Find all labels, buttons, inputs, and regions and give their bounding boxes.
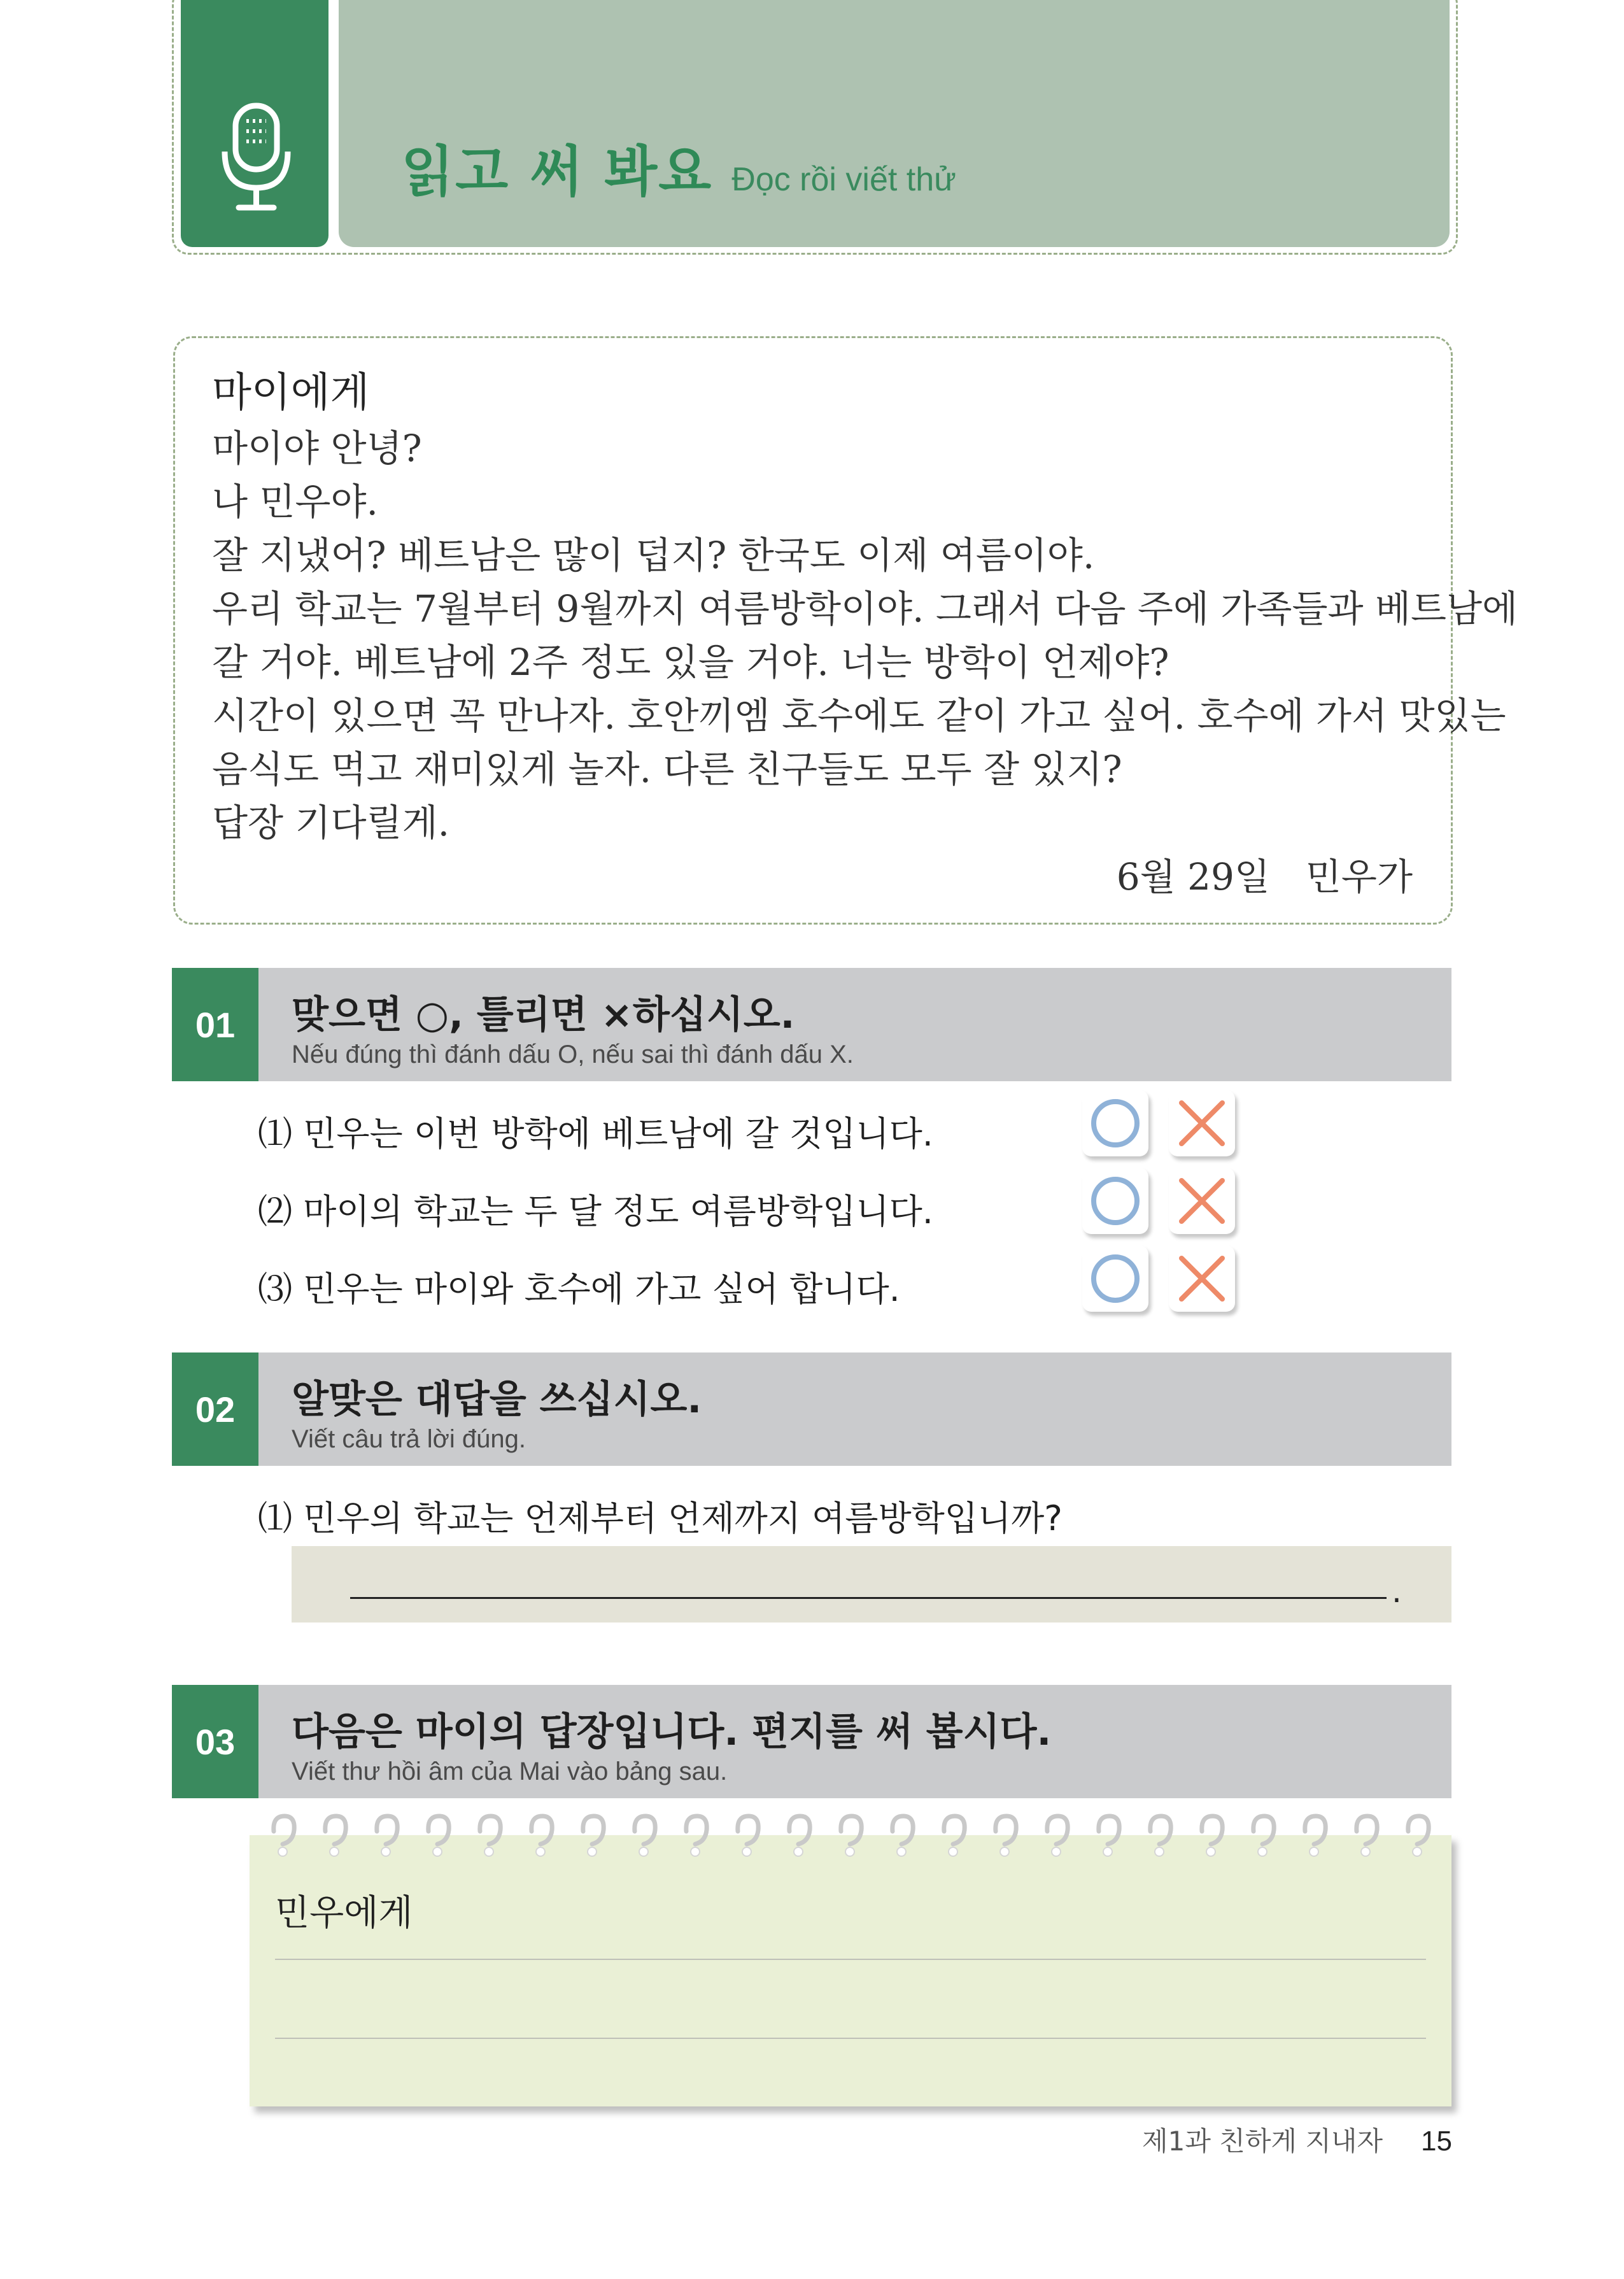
answer-period: . bbox=[1392, 1573, 1402, 1610]
ring-icon bbox=[1402, 1812, 1434, 1863]
q1-item-2-x-button[interactable] bbox=[1169, 1168, 1235, 1234]
cross-x-icon bbox=[1175, 1174, 1229, 1228]
q1-item-3-o-button[interactable] bbox=[1082, 1246, 1148, 1312]
title-korean: 읽고 써 봐요 bbox=[401, 140, 713, 204]
q1-item-1-x-button[interactable] bbox=[1169, 1090, 1235, 1156]
page-number: 15 bbox=[1421, 2126, 1452, 2157]
reply-write-line[interactable] bbox=[275, 2038, 1426, 2039]
letter-body bbox=[212, 422, 1518, 849]
circle-o-icon bbox=[1089, 1097, 1142, 1150]
reply-salutation: 민우에게 bbox=[275, 1892, 413, 1934]
ring-icon bbox=[1144, 1812, 1176, 1863]
question-title-korean: 다음은 마이의 답장입니다. 편지를 써 봅시다. bbox=[292, 1710, 1052, 1754]
ring-icon bbox=[938, 1812, 970, 1863]
letter-line: 시간이 있으면 꼭 만나자. 호안끼엠 호수에도 같이 가고 싶어. 호수에 가서 맛있는 bbox=[212, 694, 1506, 737]
answer-field[interactable] bbox=[292, 1546, 1451, 1622]
ring-icon bbox=[989, 1812, 1021, 1863]
letter-signature bbox=[1117, 847, 1413, 900]
ring-icon bbox=[1247, 1812, 1279, 1863]
ring-icon bbox=[319, 1812, 351, 1863]
page-title bbox=[401, 127, 956, 204]
ring-icon bbox=[1196, 1812, 1227, 1863]
ring-icon bbox=[1092, 1812, 1124, 1863]
microphone-icon bbox=[220, 102, 293, 213]
ring-icon bbox=[525, 1812, 557, 1863]
reply-write-line[interactable] bbox=[275, 1959, 1426, 1960]
ring-icon bbox=[1299, 1812, 1331, 1863]
question-03-header bbox=[172, 1685, 1451, 1798]
ring-icon bbox=[1041, 1812, 1073, 1863]
circle-o-icon bbox=[1089, 1252, 1142, 1305]
question-title-vietnamese: Viết thư hồi âm của Mai vào bảng sau. bbox=[292, 1757, 728, 1786]
ring-icon bbox=[680, 1812, 712, 1863]
letter-line: 나 민우야. bbox=[212, 480, 378, 523]
ring-icon bbox=[731, 1812, 763, 1863]
ring-icon bbox=[371, 1812, 402, 1863]
letter-line: 갈 거야. 베트남에 2주 정도 있을 거야. 너는 방학이 언제야? bbox=[212, 641, 1169, 684]
letter-line: 우리 학교는 7월부터 9월까지 여름방학이야. 그래서 다음 주에 가족들과 베트남에 bbox=[212, 587, 1518, 630]
question-title-korean: 알맞은 대답을 쓰십시오. bbox=[292, 1377, 702, 1422]
q2-item-1: ⑴ 민우의 학교는 언제부터 언제까지 여름방학입니까? bbox=[258, 1498, 1063, 1538]
letter-sender: 민우가 bbox=[1305, 855, 1413, 898]
page-footer bbox=[1142, 2120, 1452, 2159]
ring-icon bbox=[1350, 1812, 1382, 1863]
ring-icon bbox=[422, 1812, 454, 1863]
letter-line: 답장 기다릴게. bbox=[212, 801, 450, 844]
question-number: 01 bbox=[172, 968, 258, 1081]
ring-icon bbox=[474, 1812, 505, 1863]
notepad-rings bbox=[267, 1812, 1434, 1863]
question-01-header bbox=[172, 968, 1451, 1081]
letter-date: 6월 29일 bbox=[1116, 855, 1270, 898]
cross-x-icon bbox=[1175, 1252, 1229, 1305]
reply-notepad[interactable] bbox=[250, 1835, 1451, 2106]
cross-x-icon bbox=[1175, 1097, 1229, 1150]
circle-o-icon bbox=[1089, 1174, 1142, 1228]
title-vietnamese: Đọc rồi viết thử bbox=[731, 161, 956, 198]
question-title-vietnamese: Nếu đúng thì đánh dấu O, nếu sai thì đánh dấu X. bbox=[292, 1040, 854, 1069]
ring-icon bbox=[267, 1812, 299, 1863]
question-number: 02 bbox=[172, 1352, 258, 1466]
question-title-vietnamese: Viết câu trả lời đúng. bbox=[292, 1425, 526, 1453]
q1-item-1-o-button[interactable] bbox=[1082, 1090, 1148, 1156]
question-02-header bbox=[172, 1352, 1451, 1466]
letter-line: 마이야 안녕? bbox=[212, 427, 422, 470]
letter-line: 잘 지냈어? 베트남은 많이 덥지? 한국도 이제 여름이야. bbox=[212, 534, 1095, 577]
chapter-title: 제1과 친하게 지내자 bbox=[1142, 2126, 1383, 2157]
q1-item-1: ⑴ 민우는 이번 방학에 베트남에 갈 것입니다. bbox=[258, 1114, 933, 1154]
ring-icon bbox=[628, 1812, 660, 1863]
q1-item-2: ⑵ 마이의 학교는 두 달 정도 여름방학입니다. bbox=[258, 1191, 933, 1232]
letter-salutation: 마이에게 bbox=[212, 369, 370, 416]
q1-item-3-x-button[interactable] bbox=[1169, 1246, 1235, 1312]
question-number: 03 bbox=[172, 1685, 258, 1798]
ring-icon bbox=[577, 1812, 609, 1863]
letter-line: 음식도 먹고 재미있게 놀자. 다른 친구들도 모두 잘 있지? bbox=[212, 748, 1122, 791]
q1-item-2-o-button[interactable] bbox=[1082, 1168, 1148, 1234]
answer-underline bbox=[350, 1597, 1387, 1599]
question-title-korean: 맞으면 ○, 틀리면 ×하십시오. bbox=[292, 993, 795, 1037]
ring-icon bbox=[835, 1812, 866, 1863]
header-bar bbox=[339, 0, 1450, 247]
ring-icon bbox=[783, 1812, 815, 1863]
q1-item-3: ⑶ 민우는 마이와 호수에 가고 싶어 합니다. bbox=[258, 1269, 900, 1309]
ring-icon bbox=[886, 1812, 918, 1863]
